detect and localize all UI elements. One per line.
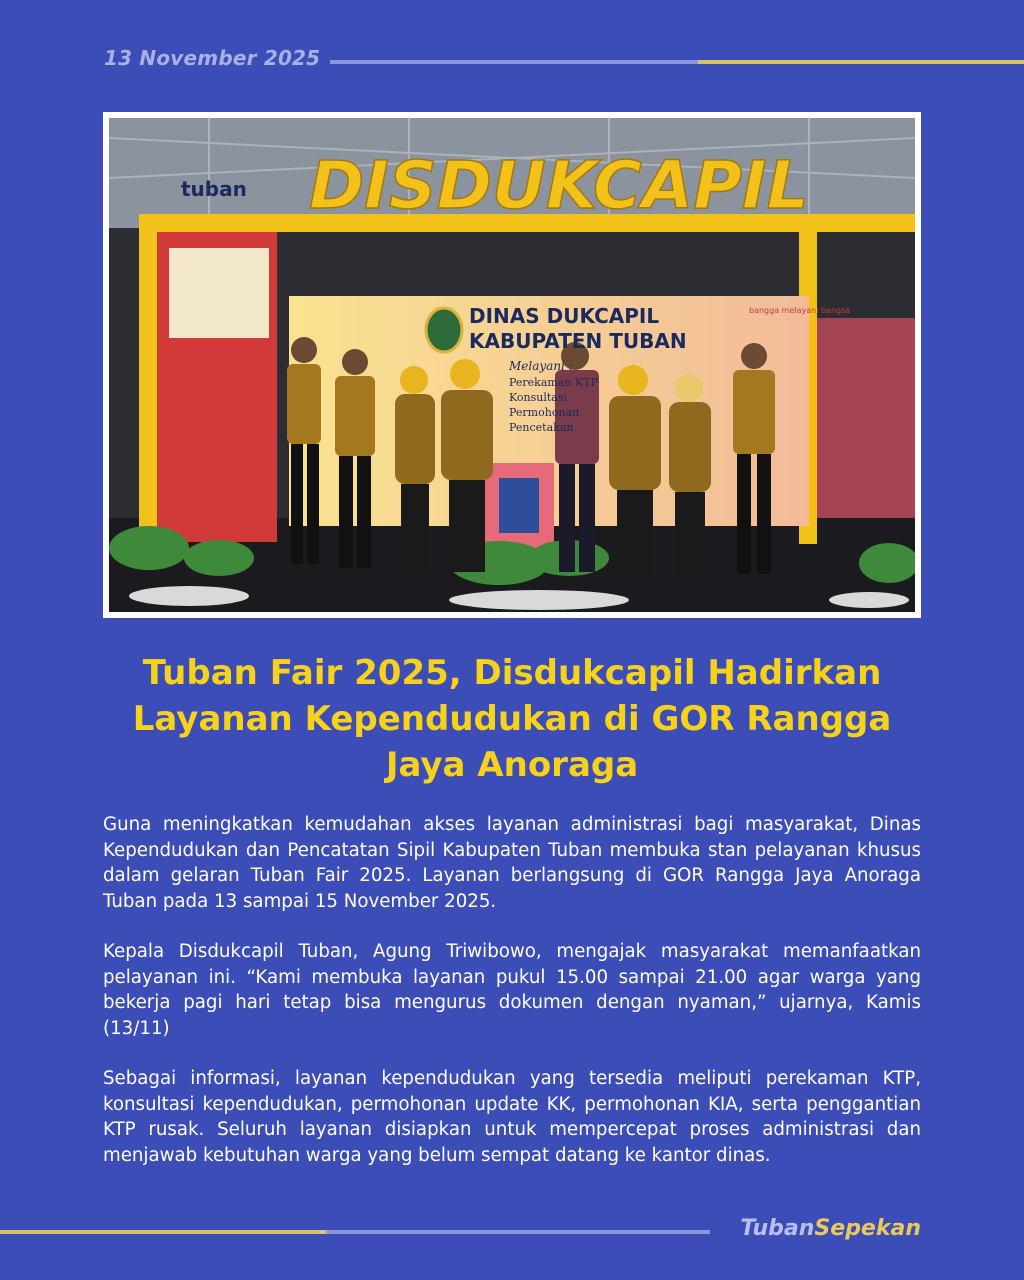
banner-title-line1: DINAS DUKCAPIL [469,304,660,328]
banner-service-item: Perekaman KTP [509,376,598,389]
top-divider [330,60,1024,64]
banner-service-item: Pencetakan [509,421,574,434]
banner-services-heading: Melayani : [509,359,573,373]
brand-part-2: Sepekan [814,1216,921,1241]
article-body [103,812,921,1193]
publication-date: 13 November 2025 [104,46,321,70]
sign-disdukcapil: DISDUKCAPIL [309,147,809,224]
banner-tagline: bangga melayani bangsa [749,306,851,315]
banner-service-item: Konsultasi [509,391,568,404]
news-photo-frame [103,112,921,618]
brand-part-1: Tuban [740,1216,815,1241]
paragraph-1: Guna meningkatkan kemudahan akses layanan administrasi bagi masyarakat, Dinas Kependudukan dan Pencatatan Sipil Kabupaten Tuban membuka stan pelayanan khusus dalam gelaran Tuban Fair 2025. Layanan berlangsung di GOR Rangga Jaya Anoraga Tuban pada 13 sampai 15 November 2025. [103,814,921,912]
paragraph-3: Sebagai informasi, layanan kependudukan yang tersedia meliputi perekaman KTP, konsultasi kependudukan, permohonan update KK, permohonan KIA, serta penggantian KTP rusak. Seluruh layanan disiapkan untuk mempercepat proses administrasi dan menjawab kebutuhan warga yang belum sempat datang ke kantor dinas. [103,1068,921,1166]
brand-logo [740,1216,921,1241]
booth-photo-illustration [109,118,915,612]
headline: Tuban Fair 2025, Disdukcapil Hadirkan Layanan Kependudukan di GOR Rangga Jaya Anoraga [132,653,892,785]
news-photo [109,118,915,612]
paragraph-2: Kepala Disdukcapil Tuban, Agung Triwibowo, mengajak masyarakat memanfaatkan pelayanan ini. “Kami membuka layanan pukul 15.00 sampai 21.00 agar warga yang bekerja pagi hari tetap bisa mengurus dokumen dengan nyaman,” ujarnya, Kamis (13/11) [103,941,921,1039]
bottom-divider [0,1230,710,1234]
logo-tuban: tuban [181,177,247,201]
banner-title-line2: KABUPATEN TUBAN [469,329,687,353]
banner-service-item: Permohonan [509,406,580,419]
